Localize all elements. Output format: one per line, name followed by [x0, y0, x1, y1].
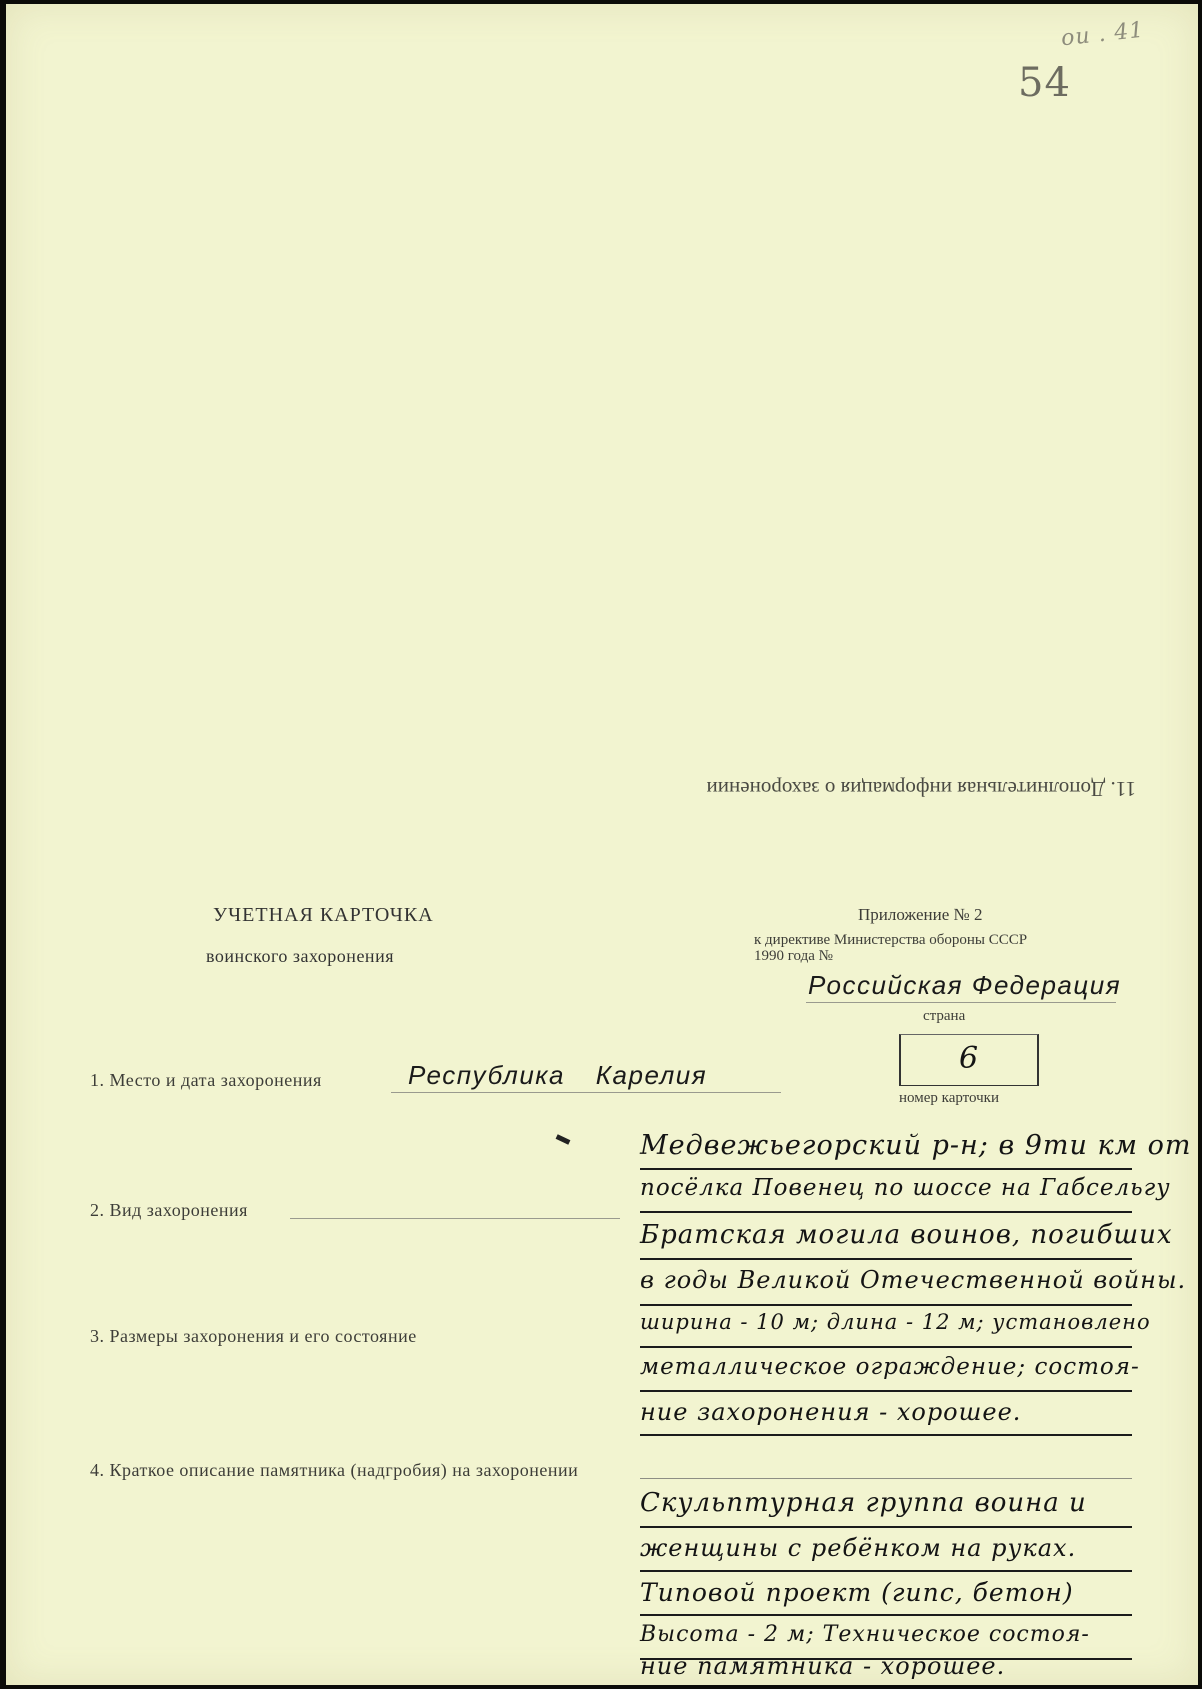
handwritten-line-6: металлическое ограждение; состоя-: [640, 1354, 1132, 1392]
handwritten-line-11: Типовой проект (гипс, бетон): [640, 1578, 1132, 1616]
field-burial-type-underline: [290, 1218, 620, 1219]
handwritten-line-13: ние памятника - хорошее.: [640, 1652, 1006, 1680]
handwritten-line-8-blank: [640, 1442, 1132, 1479]
record-card-page: [6, 4, 1198, 1685]
archive-pencil-mark: ou . 41: [1059, 17, 1146, 52]
handwritten-line-12: Высота - 2 м; Техническое состоя-: [640, 1622, 1132, 1660]
card-number-box: [899, 1034, 1039, 1086]
handwritten-line-3: Братская могила воинов, погибших: [640, 1220, 1132, 1260]
card-number-caption: номер карточки: [899, 1090, 999, 1106]
handwritten-line-7: ние захоронения - хорошее.: [640, 1398, 1132, 1436]
country-caption: страна: [923, 1008, 966, 1024]
handwritten-line-2: посёлка Повенец по шоссе на Габсельгу: [640, 1175, 1132, 1213]
appendix-directive-line2: 1990 года №: [754, 948, 833, 964]
field-burial-place-label: 1. Место и дата захоронения: [90, 1070, 322, 1090]
card-title: УЧЕТНАЯ КАРТОЧКА: [213, 904, 434, 926]
handwritten-line-4: в годы Великой Отечественной войны.: [640, 1266, 1132, 1306]
handwritten-line-9: Скульптурная группа воина и: [640, 1488, 1132, 1528]
field-burial-place-value: Республика Карелия: [408, 1060, 708, 1090]
sheet-number: 54: [1018, 60, 1071, 106]
card-subtitle: воинского захоронения: [206, 946, 394, 966]
field-burial-place-underline: [391, 1092, 781, 1093]
handwritten-line-10: женщины с ребёнком на руках.: [640, 1534, 1132, 1572]
appendix-label: Приложение № 2: [858, 905, 983, 924]
field-monument-description-text: 4. Краткое описание памятника (надгробия) на захоронении: [90, 1460, 579, 1480]
field-burial-type-label: 2. Вид захоронения: [90, 1200, 248, 1220]
additional-info-header-reversed: 11. Дополнительная информация о захоронении: [706, 777, 1136, 801]
field-monument-description-label: [90, 1459, 590, 1481]
card-number-value: 6: [958, 1041, 980, 1076]
handwritten-line-5: ширина - 10 м; длина - 12 м; установлено: [640, 1310, 1132, 1348]
country-underline: [806, 1002, 1116, 1003]
appendix-directive-line1: к директиве Министерства обороны СССР: [754, 932, 1028, 948]
ink-mark: [556, 1134, 571, 1144]
country-value: Российская Федерация: [808, 970, 1122, 1000]
handwritten-line-1: Медвежьегорский р-н; в 9ти км от: [640, 1130, 1132, 1170]
field-size-condition-label: 3. Размеры захоронения и его состояние: [90, 1326, 417, 1346]
